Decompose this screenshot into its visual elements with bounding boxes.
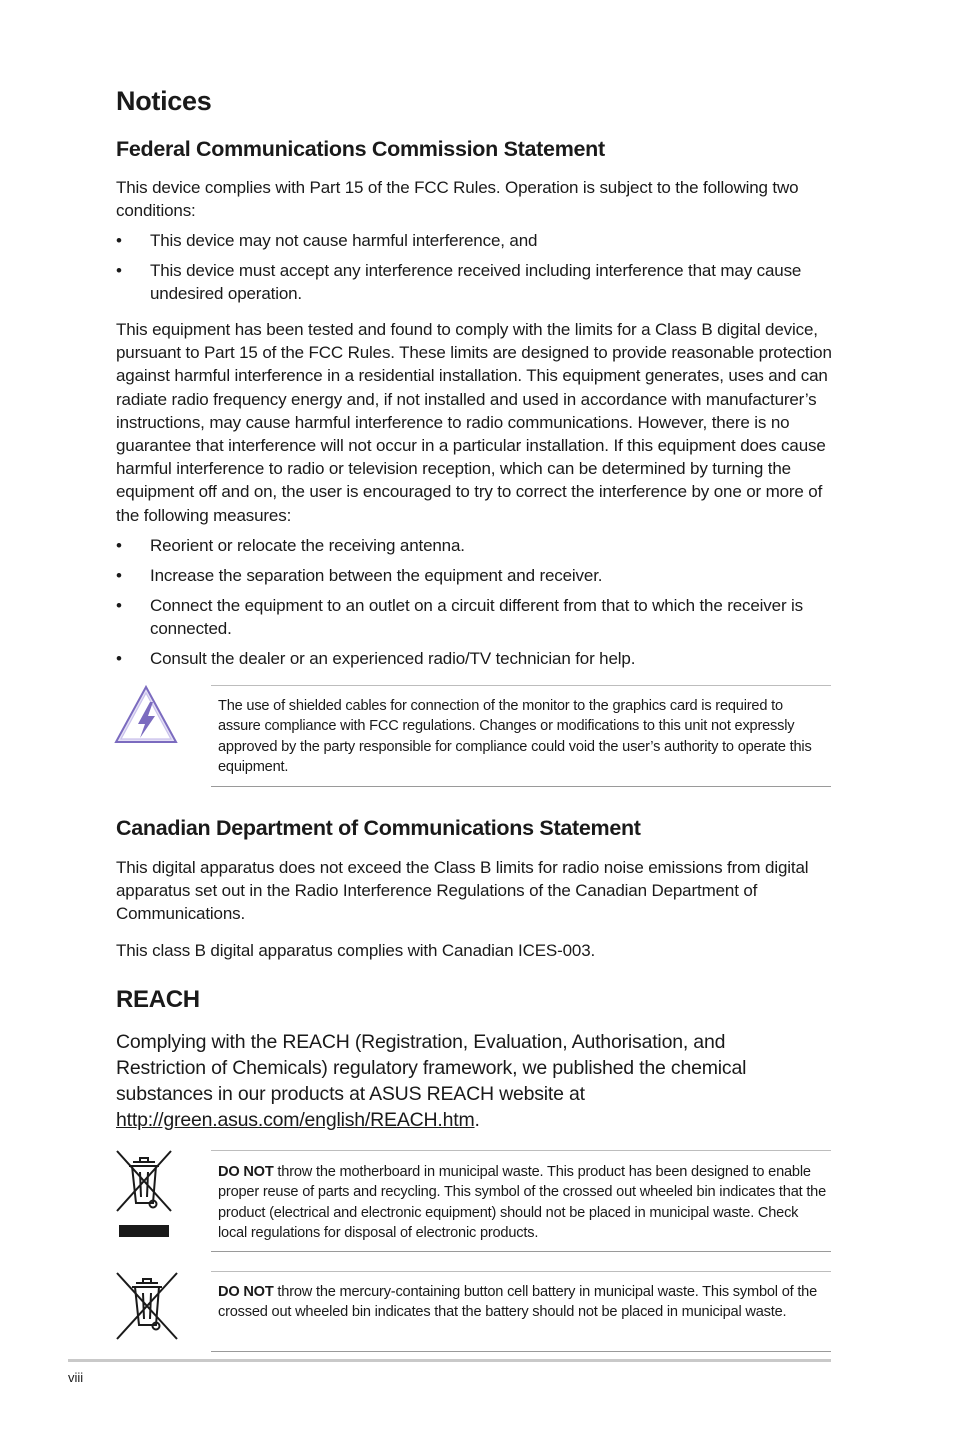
reach-heading: REACH [116, 986, 200, 1013]
canadian-heading: Canadian Department of Communications Statement [116, 816, 641, 840]
page-title: Notices [116, 86, 212, 116]
bullet: • [116, 261, 122, 280]
fcc-heading: Federal Communications Commission Statement [116, 137, 605, 161]
do-not-label: DO NOT [218, 1164, 274, 1180]
fcc-condition-1: This device may not cause harmful interference, and [150, 231, 538, 250]
bullet: • [116, 596, 122, 615]
fcc-warning-note [211, 685, 831, 787]
fcc-measure-3: Connect the equipment to an outlet on a circuit different from that to which the receiver is connected. [150, 596, 804, 639]
do-not-label: DO NOT [218, 1284, 274, 1300]
fcc-measure-4: Consult the dealer or an experienced radio/TV technician for help. [150, 649, 636, 668]
disposal-note-motherboard [211, 1150, 831, 1252]
fcc-body: This equipment has been tested and found to comply with the limits for a Class B digital device, pursuant to Part 15 of the FCC Rules. These limits are designed to provide reasonable protection against harmful interference in a residential installation. This equipment generates, uses and can radiate radio frequency energy and, if not installed and used in accordance with manufacturer’s instructions, may cause harmful interference to radio communications. However, there is no guarantee that interference will not occur in a particular installation. If this equipment does cause harmful interference to radio or television reception, which can be determined by turning the equipment off and on, the user is encouraged to try to correct the interference by one or more of the following measures: [116, 320, 832, 525]
crossed-wheeled-bin-icon [113, 1271, 181, 1343]
canadian-para-2: This class B digital apparatus complies with Canadian ICES-003. [116, 941, 596, 960]
crossed-wheeled-bin-icon [113, 1149, 175, 1241]
disposal-note-text [218, 1162, 828, 1244]
page-number: viii [68, 1370, 84, 1385]
canadian-para-1: This digital apparatus does not exceed the Class B limits for radio noise emissions from digital apparatus set out in the Radio Interference Regulations of the Canadian Department of Communications. [116, 858, 809, 924]
footer-rule [68, 1359, 831, 1362]
bullet: • [116, 566, 122, 585]
fcc-warning-text: The use of shielded cables for connection of the monitor to the graphics card is required to assure compliance with FCC regulations. Changes or modifications to this unit not expressly approved by the party responsible for compliance could void the user’s authority to operate this equipment. [218, 698, 812, 776]
fcc-intro: This device complies with Part 15 of the FCC Rules. Operation is subject to the following two conditions: [116, 178, 799, 221]
reach-text: Complying with the REACH (Registration, Evaluation, Authorisation, and Restriction of Chemicals) regulatory framework, we published the chemical substances in our products at ASUS REACH website at [116, 1031, 747, 1105]
reach-period: . [474, 1109, 480, 1131]
disposal-note-body: throw the mercury-containing button cell battery in municipal waste. This symbol of the crossed out wheeled bin indicates that the battery should not be placed in municipal waste. [218, 1284, 818, 1321]
disposal-note-battery [211, 1271, 831, 1352]
disposal-note-text [218, 1282, 828, 1323]
reach-link[interactable]: http://green.asus.com/english/REACH.htm [116, 1109, 475, 1131]
reach-paragraph [116, 1029, 806, 1133]
fcc-condition-2: This device must accept any interference received including interference that may cause undesired operation. [150, 261, 802, 304]
bullet: • [116, 649, 122, 668]
bullet: • [116, 536, 122, 555]
fcc-measure-2: Increase the separation between the equipment and receiver. [150, 566, 603, 585]
disposal-note-body: throw the motherboard in municipal waste. This product has been designed to enable proper reuse of parts and recycling. This symbol of the crossed out wheeled bin indicates that the product (electrical and electronic equipment) should not be placed in municipal waste. Check local regulations for disposal of electronic products. [218, 1164, 827, 1242]
bullet: • [116, 231, 122, 250]
lightning-warning-icon [113, 684, 179, 746]
fcc-measure-1: Reorient or relocate the receiving antenna. [150, 536, 465, 555]
